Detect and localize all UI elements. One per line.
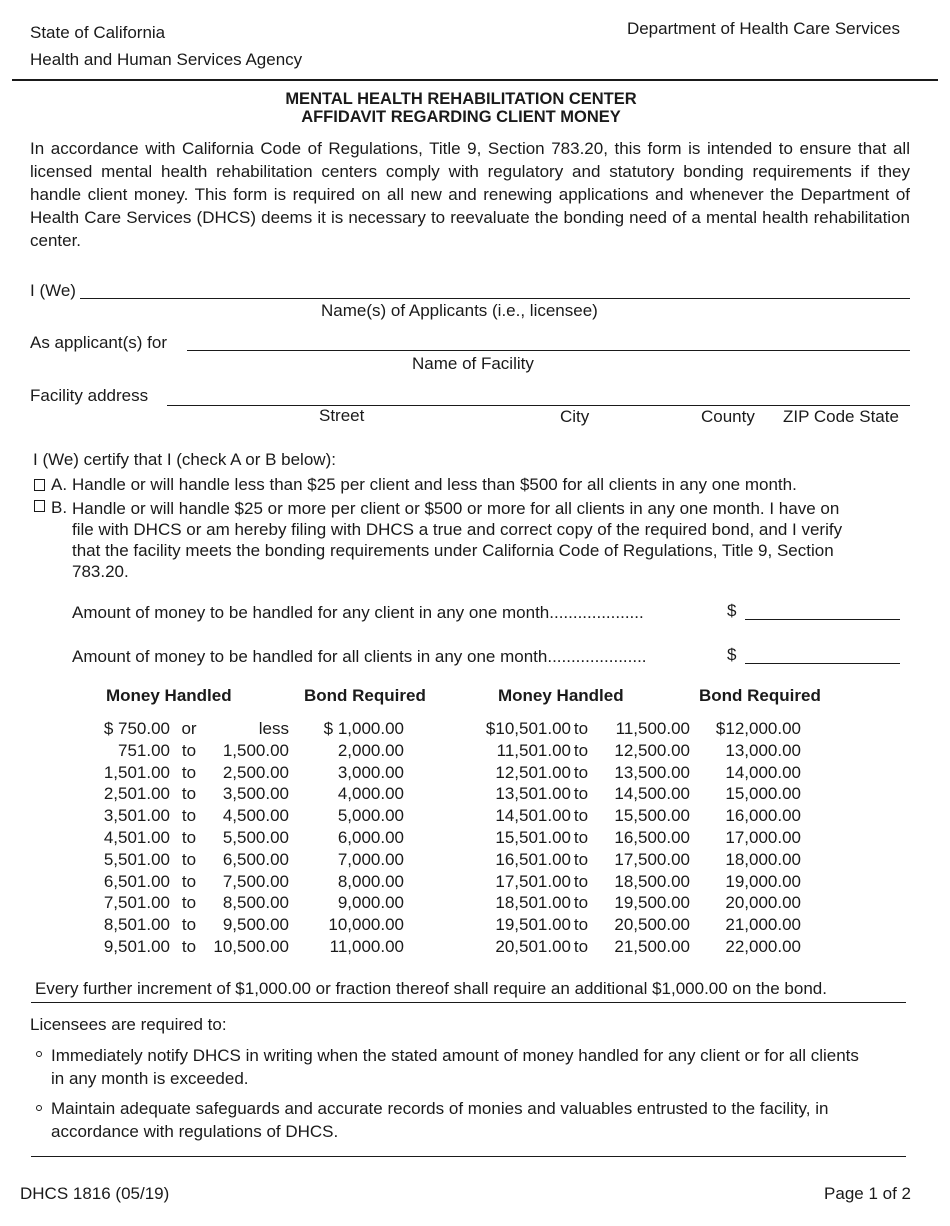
table-cell-right-bond: 18,000.00 <box>725 849 801 869</box>
header-agency-name: Health and Human Services Agency <box>30 50 303 69</box>
table-cell-left-from: $ 750.00 <box>103 719 170 738</box>
table-cell-left-bond: 11,000.00 <box>329 936 404 956</box>
applicants-label: I (We) <box>30 281 76 300</box>
amount-per-client-currency: $ <box>727 601 737 620</box>
table-cell-right-bond: 15,000.00 <box>725 784 801 804</box>
facility-label: As applicant(s) for <box>30 333 167 352</box>
table-cell-right-from: 16,501.00 <box>495 849 571 869</box>
bullet-1-icon <box>36 1051 42 1057</box>
table-cell-right-from: 15,501.00 <box>495 827 571 847</box>
table-cell-left-from: 9,501.00 <box>103 936 170 956</box>
table-cell-left-sep: to <box>181 936 197 956</box>
licensee-requirement-2: Maintain adequate safeguards and accurate records of monies and valuables entrusted to the facility, in accordance with regulations of DHCS. <box>51 1099 829 1141</box>
table-cell-left-bond: 4,000.00 <box>337 784 404 804</box>
form-title-line2: AFFIDAVIT REGARDING CLIENT MONEY <box>301 108 621 126</box>
table-left-sep-column <box>176 718 202 958</box>
licensees-heading: Licensees are required to: <box>30 1015 227 1034</box>
table-cell-right-sep: to <box>573 893 589 913</box>
table-cell-right-bond: 16,000.00 <box>725 806 801 826</box>
licensee-requirement-1: Immediately notify DHCS in writing when the stated amount of money handled for any client or for all clients in any month is exceeded. <box>51 1046 859 1088</box>
table-cell-left-to: 1,500.00 <box>222 740 289 760</box>
table-cell-right-from: 19,501.00 <box>495 915 571 935</box>
table-cell-right-from: 12,501.00 <box>495 762 571 782</box>
table-cell-right-to: 18,500.00 <box>614 871 690 891</box>
table-cell-left-bond: 7,000.00 <box>337 849 404 869</box>
address-label: Facility address <box>30 386 149 405</box>
address-zip-state-caption: ZIP Code State <box>783 407 899 426</box>
certify-intro: I (We) certify that I (check A or B below): <box>33 450 336 469</box>
header-divider <box>12 79 938 81</box>
table-cell-left-to: 8,500.00 <box>222 893 289 913</box>
table-right-to-column <box>595 718 690 958</box>
table-cell-left-from: 2,501.00 <box>103 784 170 804</box>
table-cell-left-bond: 3,000.00 <box>337 762 404 782</box>
table-cell-left-to: 5,500.00 <box>222 827 289 847</box>
table-cell-right-from: 20,501.00 <box>495 936 571 956</box>
footer-divider <box>31 1156 906 1157</box>
table-cell-left-bond: $ 1,000.00 <box>323 719 404 738</box>
table-cell-right-sep: to <box>573 827 589 847</box>
table-cell-right-bond: 17,000.00 <box>725 827 801 847</box>
table-cell-right-sep: to <box>573 871 589 891</box>
table-cell-right-from: 11,501.00 <box>496 740 571 760</box>
table-cell-right-sep: to <box>573 806 589 826</box>
table-cell-right-to: 11,500.00 <box>615 719 690 738</box>
option-b-letter: B. <box>51 498 68 517</box>
table-right-bond-column <box>700 718 801 958</box>
table-cell-left-from: 3,501.00 <box>103 806 170 826</box>
table-cell-left-to: 4,500.00 <box>222 806 289 826</box>
table-cell-left-to: less <box>258 719 289 738</box>
table-header-money-handled-1: Money Handled <box>106 686 232 705</box>
table-header-money-handled-2: Money Handled <box>498 686 624 705</box>
table-cell-right-sep: to <box>573 740 589 760</box>
intro-paragraph: In accordance with California Code of Regulations, Title 9, Section 783.20, this form is intended to ensure that all licensed mental health rehabilitation centers comply with regulatory and statutory bonding requirements if they handle client money. This form is required on all new and renewing applications and whenever the Department of Health Care Services (DHCS) deems it is necessary to reevaluate the bonding need of a mental health rehabilitation center. <box>30 139 910 250</box>
bullet-2-icon <box>36 1105 42 1111</box>
amount-all-clients-label: Amount of money to be handled for all clients in any one month..................... <box>72 647 647 666</box>
table-header-bond-required-2: Bond Required <box>699 686 821 705</box>
amount-all-clients-currency: $ <box>727 645 737 664</box>
option-a-checkbox[interactable] <box>34 479 45 491</box>
table-right-sep-column <box>571 718 591 958</box>
table-header-bond-required-1: Bond Required <box>304 686 426 705</box>
table-cell-right-from: 13,501.00 <box>495 784 571 804</box>
table-cell-left-from: 4,501.00 <box>103 827 170 847</box>
table-cell-right-from: 18,501.00 <box>495 893 571 913</box>
table-cell-right-bond: 20,000.00 <box>725 893 801 913</box>
note-divider <box>31 1002 906 1003</box>
table-cell-right-to: 20,500.00 <box>614 915 690 935</box>
table-cell-right-sep: to <box>573 762 589 782</box>
table-cell-left-from: 6,501.00 <box>103 871 170 891</box>
applicants-caption: Name(s) of Applicants (i.e., licensee) <box>321 301 598 320</box>
page-number: Page 1 of 2 <box>824 1184 911 1203</box>
header-agency <box>30 19 302 73</box>
table-cell-left-to: 9,500.00 <box>222 915 289 935</box>
table-cell-left-sep: to <box>181 740 197 760</box>
table-cell-left-sep: to <box>181 784 197 804</box>
table-cell-right-to: 16,500.00 <box>614 827 690 847</box>
facility-caption: Name of Facility <box>412 354 534 373</box>
table-left-to-column <box>200 718 289 958</box>
table-cell-right-sep: to <box>573 936 589 956</box>
table-cell-right-sep: to <box>573 849 589 869</box>
form-title-line1: MENTAL HEALTH REHABILITATION CENTER <box>285 90 637 108</box>
table-cell-left-to: 3,500.00 <box>222 784 289 804</box>
table-cell-right-to: 13,500.00 <box>614 762 690 782</box>
table-left-bond-column <box>300 718 404 958</box>
table-cell-right-to: 21,500.00 <box>614 936 690 956</box>
table-cell-left-sep: to <box>181 849 197 869</box>
option-b-text: Handle or will handle $25 or more per client or $500 or more for all clients in any one month. I have on file with DHCS or am hereby filing with DHCS a true and correct copy of the required bond, and I verify that the facility meets the bonding requirements under California Code of Regulations, Title 9, Section 783.20. <box>72 499 843 581</box>
table-cell-right-to: 15,500.00 <box>614 806 690 826</box>
table-cell-left-from: 5,501.00 <box>103 849 170 869</box>
form-id: DHCS 1816 (05/19) <box>20 1184 170 1203</box>
table-cell-right-to: 14,500.00 <box>614 784 690 804</box>
table-cell-left-to: 10,500.00 <box>213 936 289 956</box>
table-cell-left-sep: to <box>181 827 197 847</box>
bond-increment-note: Every further increment of $1,000.00 or fraction thereof shall require an additional $1,000.00 on the bond. <box>35 979 827 998</box>
table-cell-right-bond: 21,000.00 <box>725 915 801 935</box>
table-left-from-column <box>80 718 170 958</box>
table-cell-left-from: 8,501.00 <box>103 915 170 935</box>
table-cell-left-sep: to <box>181 871 197 891</box>
option-b-checkbox[interactable] <box>34 500 45 512</box>
amount-per-client-label: Amount of money to be handled for any client in any one month.................... <box>72 603 644 622</box>
table-cell-right-bond: 22,000.00 <box>725 936 801 956</box>
form-title <box>0 90 922 126</box>
amount-all-clients-field[interactable] <box>745 663 900 664</box>
table-cell-left-from: 751.00 <box>118 740 170 760</box>
address-county-caption: County <box>701 407 755 426</box>
table-cell-right-to: 19,500.00 <box>614 893 690 913</box>
table-right-from-column <box>470 718 571 958</box>
table-cell-right-bond: 13,000.00 <box>725 740 801 760</box>
table-cell-right-bond: 19,000.00 <box>725 871 801 891</box>
table-cell-left-from: 1,501.00 <box>103 762 170 782</box>
table-cell-left-sep: to <box>181 762 197 782</box>
address-city-caption: City <box>560 407 590 426</box>
table-cell-left-sep: to <box>181 915 197 935</box>
table-cell-left-sep: to <box>181 806 197 826</box>
table-cell-right-bond: $12,000.00 <box>715 719 801 738</box>
table-cell-left-to: 6,500.00 <box>222 849 289 869</box>
table-cell-left-bond: 8,000.00 <box>337 871 404 891</box>
table-cell-right-to: 17,500.00 <box>614 849 690 869</box>
table-cell-right-sep: to <box>573 784 589 804</box>
address-street-caption: Street <box>319 406 365 425</box>
option-a-text: Handle or will handle less than $25 per client and less than $500 for all clients in any one month. <box>72 475 797 494</box>
table-cell-right-from: $10,501.00 <box>485 719 571 738</box>
header-state: State of California <box>30 23 166 42</box>
table-cell-left-bond: 10,000.00 <box>328 915 404 935</box>
amount-per-client-field[interactable] <box>745 619 900 620</box>
table-cell-left-to: 7,500.00 <box>222 871 289 891</box>
option-a-letter: A. <box>51 475 68 494</box>
table-cell-left-bond: 5,000.00 <box>337 806 404 826</box>
applicants-field[interactable] <box>80 298 910 299</box>
facility-name-field[interactable] <box>187 350 910 351</box>
table-cell-right-sep: to <box>573 719 589 738</box>
table-cell-right-bond: 14,000.00 <box>725 762 801 782</box>
facility-address-field[interactable] <box>167 405 910 406</box>
table-cell-left-sep: or <box>181 719 197 738</box>
table-cell-right-sep: to <box>573 915 589 935</box>
table-cell-right-from: 14,501.00 <box>495 806 571 826</box>
table-cell-right-to: 12,500.00 <box>614 740 690 760</box>
table-cell-right-from: 17,501.00 <box>495 871 571 891</box>
header-department: Department of Health Care Services <box>626 19 900 38</box>
table-cell-left-bond: 6,000.00 <box>337 827 404 847</box>
table-cell-left-sep: to <box>181 893 197 913</box>
table-cell-left-bond: 2,000.00 <box>337 740 404 760</box>
table-cell-left-from: 7,501.00 <box>103 893 170 913</box>
table-cell-left-bond: 9,000.00 <box>337 893 404 913</box>
table-cell-left-to: 2,500.00 <box>222 762 289 782</box>
